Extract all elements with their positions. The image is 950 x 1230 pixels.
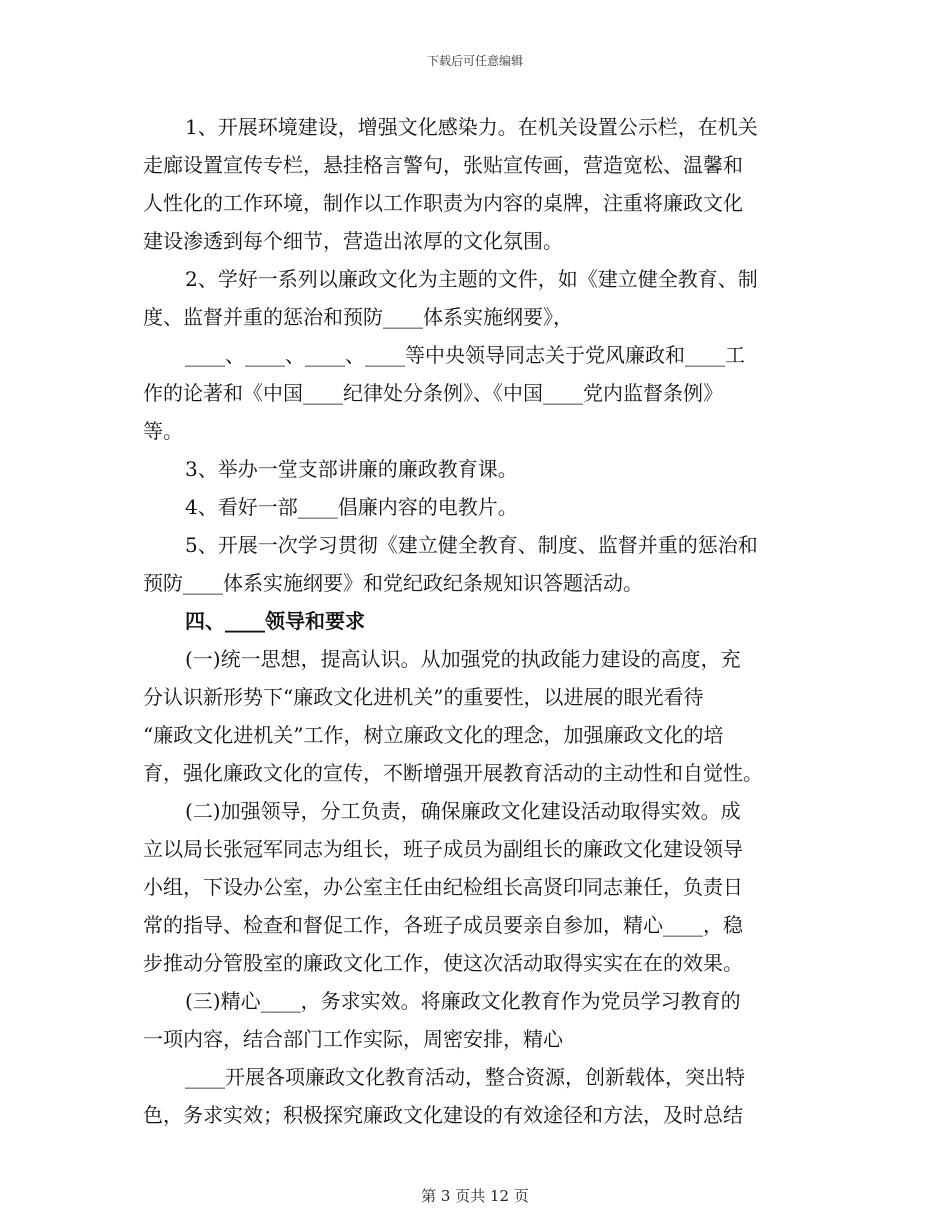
text-line: (二)加强领导，分工负责，确保廉政文化建设活动取得实效。成 [185,799,741,823]
text-line: 立以局长张冠军同志为组长，班子成员为副组长的廉政文化建设领导 [143,837,743,861]
text-line: 步推动分管股室的廉政文化工作，使这次活动取得实实在在的效果。 [143,951,743,975]
text-line: 度、监督并重的惩治和预防____体系实施纲要》， [143,305,573,329]
text-line: 分认识新形势下“廉政文化进机关”的重要性，以进展的眼光看待 [143,685,704,709]
text-line: 建设渗透到每个细节，营造出浓厚的文化氛围。 [143,229,563,253]
text-line: ____、____、____、____等中央领导同志关于党风廉政和____工 [185,343,745,367]
text-line: 5、开展一次学习贯彻《建立健全教育、制度、监督并重的惩治和 [185,533,758,557]
text-line: 预防____体系实施纲要》和党纪政纪条规知识答题活动。 [143,571,643,595]
text-line: 作的论著和《中国____纪律处分条例》、《中国____党内监督条例》 [143,381,723,405]
text-line: 4、看好一部____倡廉内容的电教片。 [185,495,518,519]
text-line: 3、举办一堂支部讲廉的廉政教育课。 [185,457,518,481]
page-footer: 第 3 页共 12 页 [421,1187,529,1205]
text-line: 小组，下设办公室，办公室主任由纪检组长高贤印同志兼任，负责日 [143,875,743,899]
text-line: 常的指导、检查和督促工作，各班子成员要亲自参加，精心____，稳 [143,913,743,937]
text-line: “廉政文化进机关”工作，树立廉政文化的理念，加强廉政文化的培 [143,723,724,747]
document-body [143,108,808,1134]
text-line: 人性化的工作环境，制作以工作职责为内容的桌牌，注重将廉政文化 [143,191,743,215]
text-line: (三)精心____，务求实效。将廉政文化教育作为党员学习教育的 [185,989,741,1013]
text-line: 色，务求实效；积极探究廉政文化建设的有效途径和方法，及时总结 [143,1103,743,1127]
text-line: (一)统一思想，提高认识。从加强党的执政能力建设的高度，充 [185,647,741,671]
text-line: 1、开展环境建设，增强文化感染力。在机关设置公示栏，在机关 [185,115,758,139]
text-line: ____开展各项廉政文化教育活动，整合资源，创新载体，突出特 [185,1065,745,1089]
text-line: 走廊设置宣传专栏，悬挂格言警句，张贴宣传画，营造宽松、温馨和 [143,153,743,177]
text-line: 2、学好一系列以廉政文化为主题的文件，如《建立健全教育、制 [185,267,758,291]
text-line: 育，强化廉政文化的宣传，不断增强开展教育活动的主动性和自觉性。 [143,761,763,785]
page-header: 下载后可任意编辑 [426,54,523,68]
text-line: 一项内容，结合部门工作实际，周密安排，精心 [143,1027,563,1051]
section-heading: 四、____领导和要求 [185,609,365,633]
text-line: 等。 [143,419,183,443]
